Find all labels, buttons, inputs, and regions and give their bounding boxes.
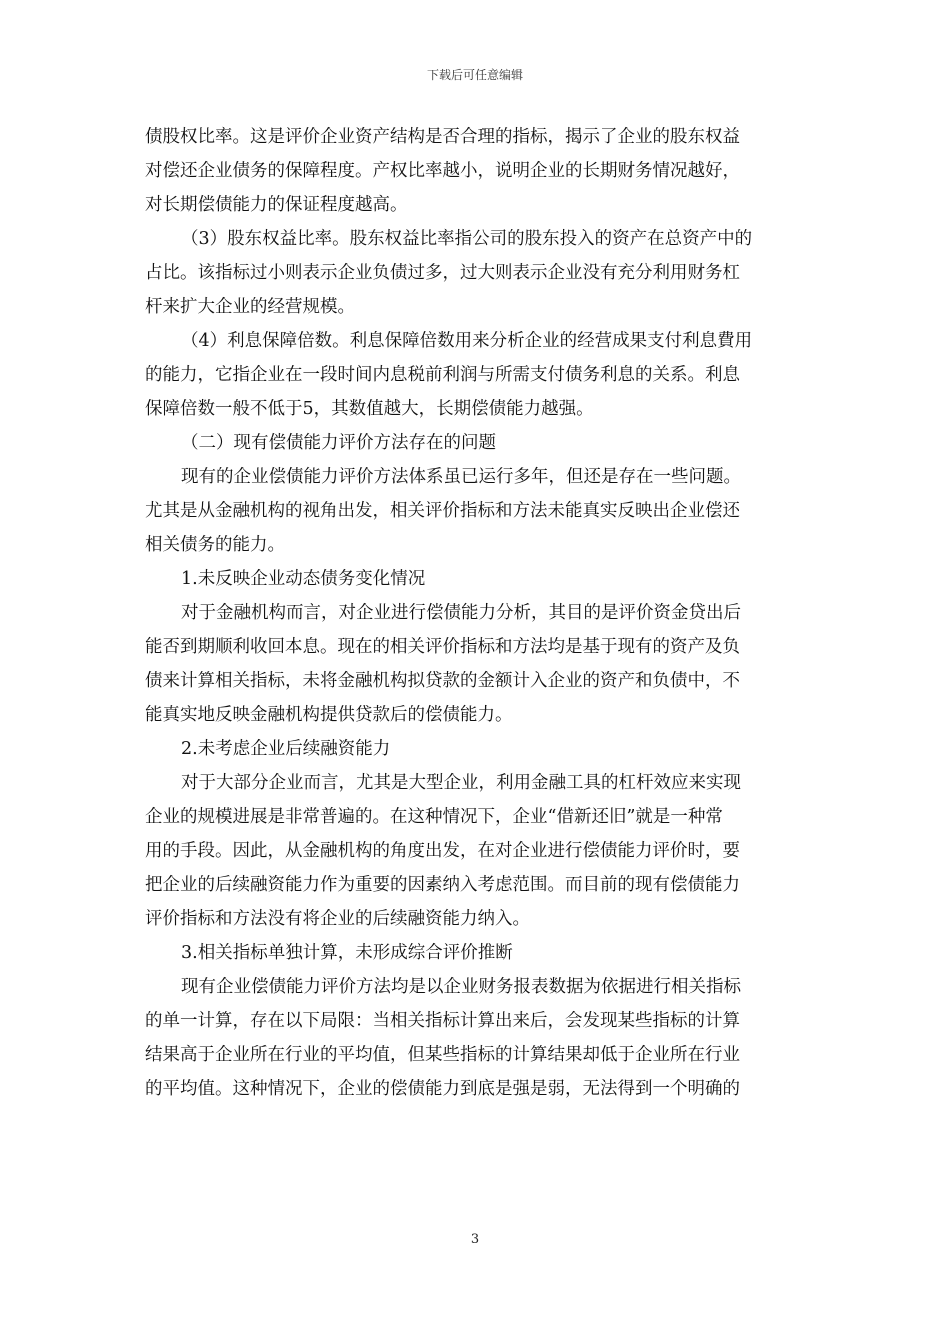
text-line: 现有的企业偿债能力评价方法体系虽已运行多年，但还是存在一些问题。 (181, 467, 741, 487)
text-line: 债来计算相关指标，未将金融机构拟贷款的金额计入企业的资产和负债中，不 (145, 671, 740, 691)
text-line: 对于大部分企业而言，尤其是大型企业，利用金融工具的杠杆效应来实现 (181, 773, 741, 793)
text-line: 3.相关指标单独计算，未形成综合评价推断 (181, 943, 513, 963)
page-header: 下载后可任意编辑 (426, 68, 523, 82)
text-line: 结果高于企业所在行业的平均值，但某些指标的计算结果却低于企业所在行业 (145, 1045, 740, 1065)
text-line: 占比。该指标过小则表示企业负债过多，过大则表示企业没有充分利用财务杠 (145, 263, 740, 283)
text-line: 对偿还企业债务的保障程度。产权比率越小，说明企业的长期财务情况越好， (145, 161, 740, 181)
document-body (145, 120, 805, 1106)
text-line: 的单一计算，存在以下局限：当相关指标计算出来后，会发现某些指标的计算 (145, 1011, 740, 1031)
text-line: 1.未反映企业动态债务变化情况 (181, 569, 426, 589)
text-line: 评价指标和方法没有将企业的后续融资能力纳入。 (145, 909, 530, 929)
text-line: 债股权比率。这是评价企业资产结构是否合理的指标，揭示了企业的股东权益 (145, 127, 740, 147)
text-line: 相关债务的能力。 (145, 535, 285, 555)
text-line: 的平均值。这种情况下，企业的偿债能力到底是强是弱，无法得到一个明确的 (145, 1079, 740, 1099)
page-number: 3 (470, 1232, 480, 1247)
text-line: 保障倍数一般不低于5，其数值越大，长期偿债能力越强。 (145, 399, 594, 419)
text-line: 能否到期顺利收回本息。现在的相关评价指标和方法均是基于现有的资产及负 (145, 637, 740, 657)
text-line: 对于金融机构而言，对企业进行偿债能力分析，其目的是评价资金贷出后 (181, 603, 741, 623)
text-line: 对长期偿债能力的保证程度越高。 (145, 195, 408, 215)
text-line: 杆来扩大企业的经营规模。 (145, 297, 355, 317)
text-line: 把企业的后续融资能力作为重要的因素纳入考虑范围。而目前的现有偿债能力 (145, 875, 740, 895)
text-line: 能真实地反映金融机构提供贷款后的偿债能力。 (145, 705, 513, 725)
text-line: 的能力，它指企业在一段时间内息税前利润与所需支付债务利息的关系。利息 (145, 365, 740, 385)
text-line: 用的手段。因此，从金融机构的角度出发，在对企业进行偿债能力评价时，要 (145, 841, 740, 861)
text-line: （4）利息保障倍数。利息保障倍数用来分析企业的经营成果支付利息費用 (181, 331, 753, 351)
text-line: 2.未考虑企业后续融资能力 (181, 739, 391, 759)
text-line: （二）现有偿债能力评价方法存在的问题 (181, 433, 496, 453)
text-line: 企业的规模进展是非常普遍的。在这种情况下，企业“借新还旧”就是一种常 (145, 807, 723, 827)
text-line: 现有企业偿债能力评价方法均是以企业财务报表数据为依据进行相关指标 (181, 977, 741, 997)
text-line: 尤其是从金融机构的视角出发，相关评价指标和方法未能真实反映出企业偿还 (145, 501, 740, 521)
text-line: （3）股东权益比率。股东权益比率指公司的股东投入的资产在总资产中的 (181, 229, 753, 249)
